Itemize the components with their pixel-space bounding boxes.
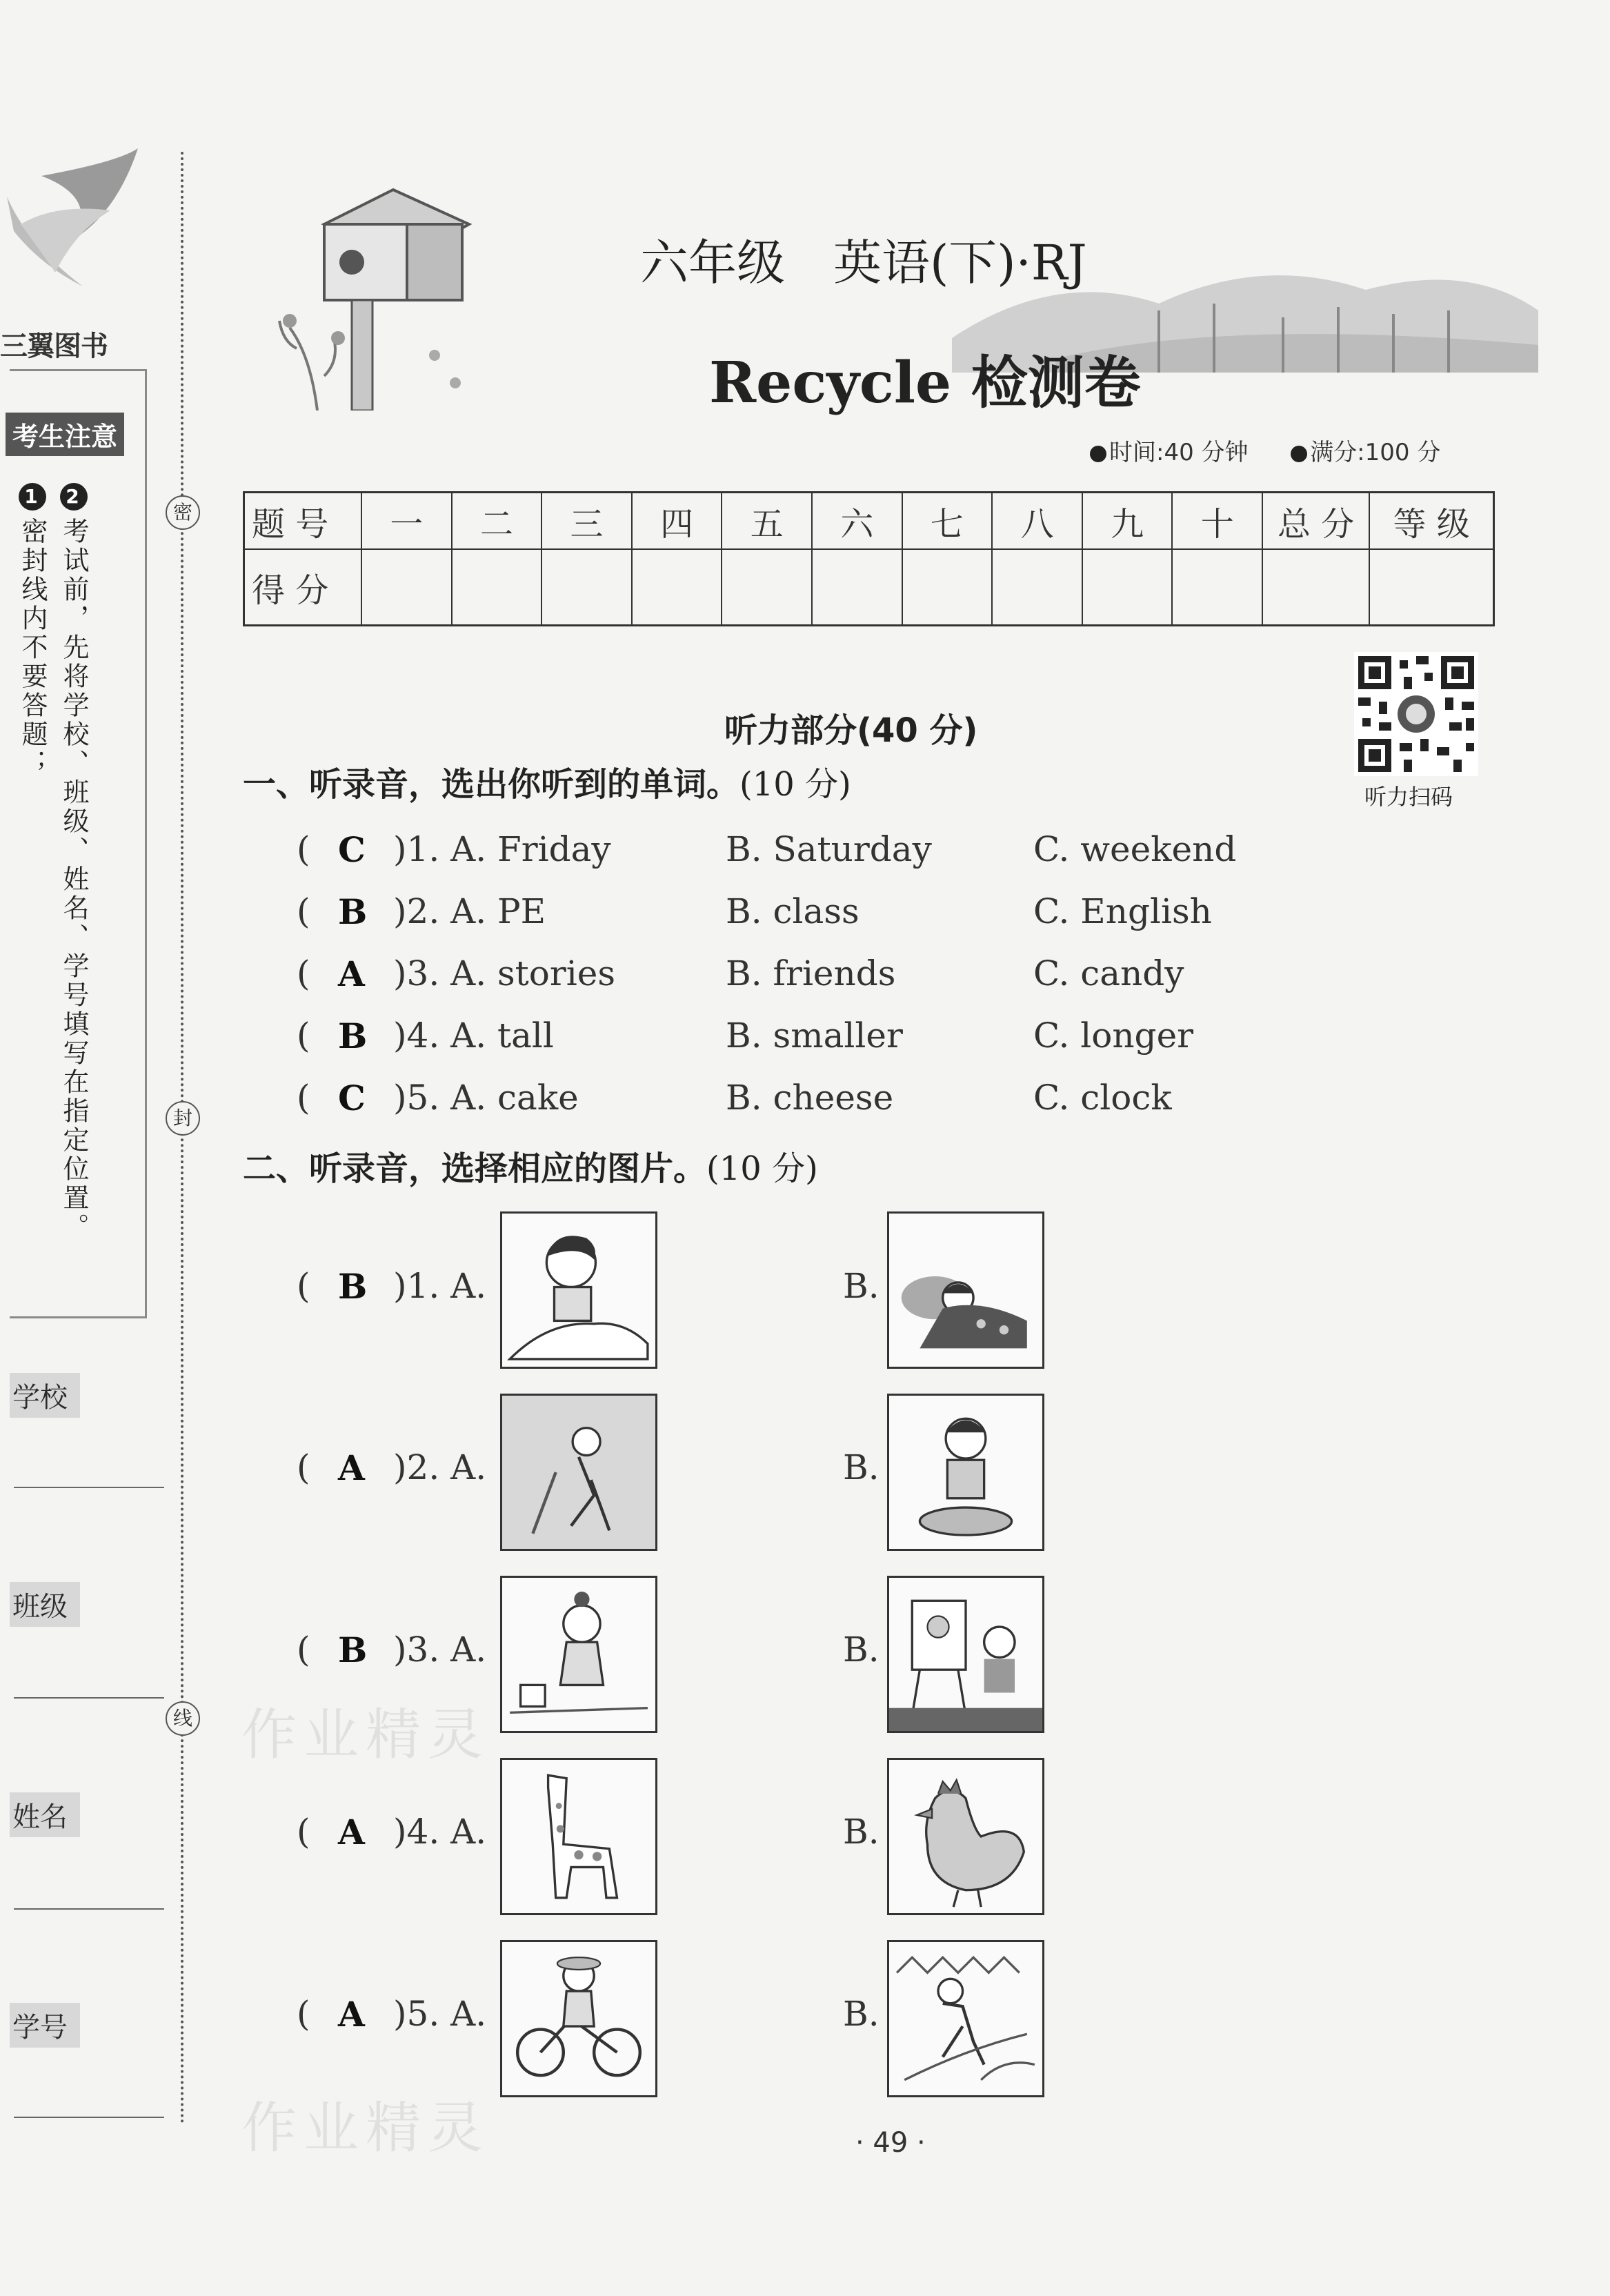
notice-item-2: 2考试前，先将学校、班级、姓名、学号填写在指定位置。	[59, 483, 89, 1242]
field-school-line[interactable]	[14, 1487, 164, 1488]
option-c: C. English	[1033, 891, 1212, 931]
q2-4-picture-a[interactable]	[500, 1758, 657, 1915]
score-cell[interactable]	[1172, 549, 1262, 626]
brand-logo-icon	[0, 148, 145, 321]
option-a-label: )5. A.	[393, 1994, 487, 2034]
option-b: B. friends	[726, 953, 896, 993]
option-c: C. candy	[1033, 953, 1184, 993]
hen-icon	[889, 1760, 1042, 1913]
option-c: C. weekend	[1033, 829, 1237, 869]
score-table-header-cell: 总 分	[1262, 493, 1369, 550]
field-name-line[interactable]	[14, 1908, 164, 1910]
seal-feng: 封	[166, 1101, 200, 1136]
answer-blank[interactable]: A	[338, 1812, 365, 1852]
option-b: B. cheese	[726, 1078, 894, 1118]
score-cell[interactable]	[722, 549, 812, 626]
header-grade-subject: 六年级 英语(下)·RJ	[640, 235, 1087, 291]
number-1-icon: 1	[19, 483, 46, 511]
seal-mi: 密	[166, 495, 200, 530]
score-table-header-cell: 九	[1082, 493, 1173, 550]
answer-blank[interactable]: B	[338, 1266, 368, 1307]
score-table-header-cell: 三	[541, 493, 632, 550]
clock-icon	[1090, 446, 1106, 462]
answer-blank[interactable]: A	[338, 953, 365, 994]
option-a-label: )1. A.	[393, 1266, 487, 1306]
boy-in-bed-icon	[502, 1214, 655, 1367]
option-c: C. clock	[1033, 1078, 1172, 1118]
answer-blank[interactable]: C	[338, 1078, 366, 1118]
answer-blank[interactable]: B	[338, 1016, 368, 1056]
score-table-header-cell: 一	[361, 493, 452, 550]
score-table-header-cell: 六	[812, 493, 902, 550]
section-title-listening: 听力部分(40 分)	[724, 711, 978, 750]
score-table-score-row	[244, 549, 1494, 626]
answer-blank[interactable]: B	[338, 1630, 368, 1670]
q2-5-picture-a[interactable]	[500, 1940, 657, 2097]
page-title: Recycle 检测卷	[709, 350, 1141, 416]
boy-sleeping-icon	[889, 1214, 1042, 1367]
answer-blank[interactable]: C	[338, 829, 366, 870]
q2-3-picture-b[interactable]	[887, 1576, 1044, 1733]
seal-xian: 线	[166, 1701, 200, 1736]
check-icon	[1291, 446, 1307, 462]
score-cell[interactable]	[361, 549, 452, 626]
field-class-label: 班级	[10, 1582, 80, 1627]
q1-heading: 一、听录音，选出你听到的单词。(10 分)	[243, 765, 851, 804]
answer-blank[interactable]: A	[338, 1994, 365, 2035]
score-cell[interactable]	[541, 549, 632, 626]
q2-3-picture-a[interactable]	[500, 1576, 657, 1733]
exam-time: 时间:40 分钟	[1109, 439, 1249, 466]
option-b-label: B.	[843, 1266, 879, 1306]
notice-item-1: 1密封线内不要答题；	[17, 483, 48, 778]
score-table-header-cell: 二	[452, 493, 542, 550]
score-table-header-cell: 题 号	[244, 493, 362, 550]
page-number: · 49 ·	[855, 2127, 926, 2159]
option-a: )3. A. stories	[393, 953, 615, 993]
q2-2-picture-a[interactable]	[500, 1394, 657, 1551]
score-cell[interactable]	[1082, 549, 1173, 626]
option-c: C. longer	[1033, 1016, 1194, 1056]
option-a: )1. A. Friday	[393, 829, 611, 869]
exam-meta	[1090, 433, 1440, 467]
score-cell[interactable]	[1369, 549, 1493, 626]
girl-painting-icon	[889, 1578, 1042, 1731]
score-cell[interactable]	[632, 549, 722, 626]
option-b-label: B.	[843, 1630, 879, 1670]
notice-title: 考生注意	[6, 413, 124, 456]
option-a: )4. A. tall	[393, 1016, 554, 1056]
option-a: )5. A. cake	[393, 1078, 579, 1118]
number-2-icon: 2	[60, 483, 88, 511]
score-table-row-label: 得 分	[244, 549, 362, 626]
option-b: B. smaller	[726, 1016, 903, 1056]
score-cell[interactable]	[812, 549, 902, 626]
option-b: B. Saturday	[726, 829, 932, 869]
girl-riding-bike-icon	[502, 1942, 655, 2095]
brand-name: 三翼图书	[0, 330, 108, 362]
option-b-label: B.	[843, 1447, 879, 1487]
option-b: B. class	[726, 891, 859, 931]
giraffe-icon	[502, 1760, 655, 1913]
score-table-header-cell: 四	[632, 493, 722, 550]
q2-1-picture-b[interactable]	[887, 1211, 1044, 1369]
score-table-header-row	[244, 493, 1494, 550]
boy-washing-clothes-icon	[889, 1396, 1042, 1549]
field-name-label: 姓名	[10, 1792, 80, 1837]
score-cell[interactable]	[1262, 549, 1369, 626]
score-table-header-cell: 五	[722, 493, 812, 550]
exam-full-score: 满分:100 分	[1310, 439, 1441, 466]
field-school-label: 学校	[10, 1373, 80, 1418]
q2-2-picture-b[interactable]	[887, 1394, 1044, 1551]
q2-heading: 二、听录音，选择相应的图片。(10 分)	[243, 1149, 818, 1188]
q2-1-picture-a[interactable]	[500, 1211, 657, 1369]
answer-blank[interactable]: A	[338, 1447, 365, 1488]
option-a-label: )4. A.	[393, 1812, 487, 1852]
score-table-header-cell: 八	[992, 493, 1082, 550]
score-table-header-cell: 十	[1172, 493, 1262, 550]
option-b-label: B.	[843, 1994, 879, 2034]
option-a-label: )3. A.	[393, 1630, 487, 1670]
watermark: 作业精灵	[241, 1703, 490, 1767]
score-table-header-cell: 七	[902, 493, 993, 550]
qr-label: 听力扫码	[1364, 784, 1453, 810]
score-cell[interactable]	[992, 549, 1082, 626]
watermark: 作业精灵	[241, 2096, 490, 2160]
field-student-id-label: 学号	[10, 2003, 80, 2048]
field-student-id-line[interactable]	[14, 2117, 164, 2118]
qr-code-icon[interactable]	[1354, 652, 1478, 776]
seal-dotted-line	[181, 152, 183, 2125]
q2-5-picture-b[interactable]	[887, 1940, 1044, 2097]
field-class-line[interactable]	[14, 1697, 164, 1699]
option-b-label: B.	[843, 1812, 879, 1852]
score-cell[interactable]	[902, 549, 993, 626]
option-a: )2. A. PE	[393, 891, 546, 931]
score-table	[243, 491, 1495, 626]
birdhouse-illustration-icon	[276, 183, 476, 410]
girl-with-bucket-icon	[502, 1578, 655, 1731]
q2-4-picture-b[interactable]	[887, 1758, 1044, 1915]
option-a-label: )2. A.	[393, 1447, 487, 1487]
score-table-header-cell: 等 级	[1369, 493, 1493, 550]
girl-sweeping-icon	[502, 1396, 655, 1549]
answer-blank[interactable]: B	[338, 891, 368, 932]
boy-skating-icon	[889, 1942, 1042, 2095]
score-cell[interactable]	[452, 549, 542, 626]
